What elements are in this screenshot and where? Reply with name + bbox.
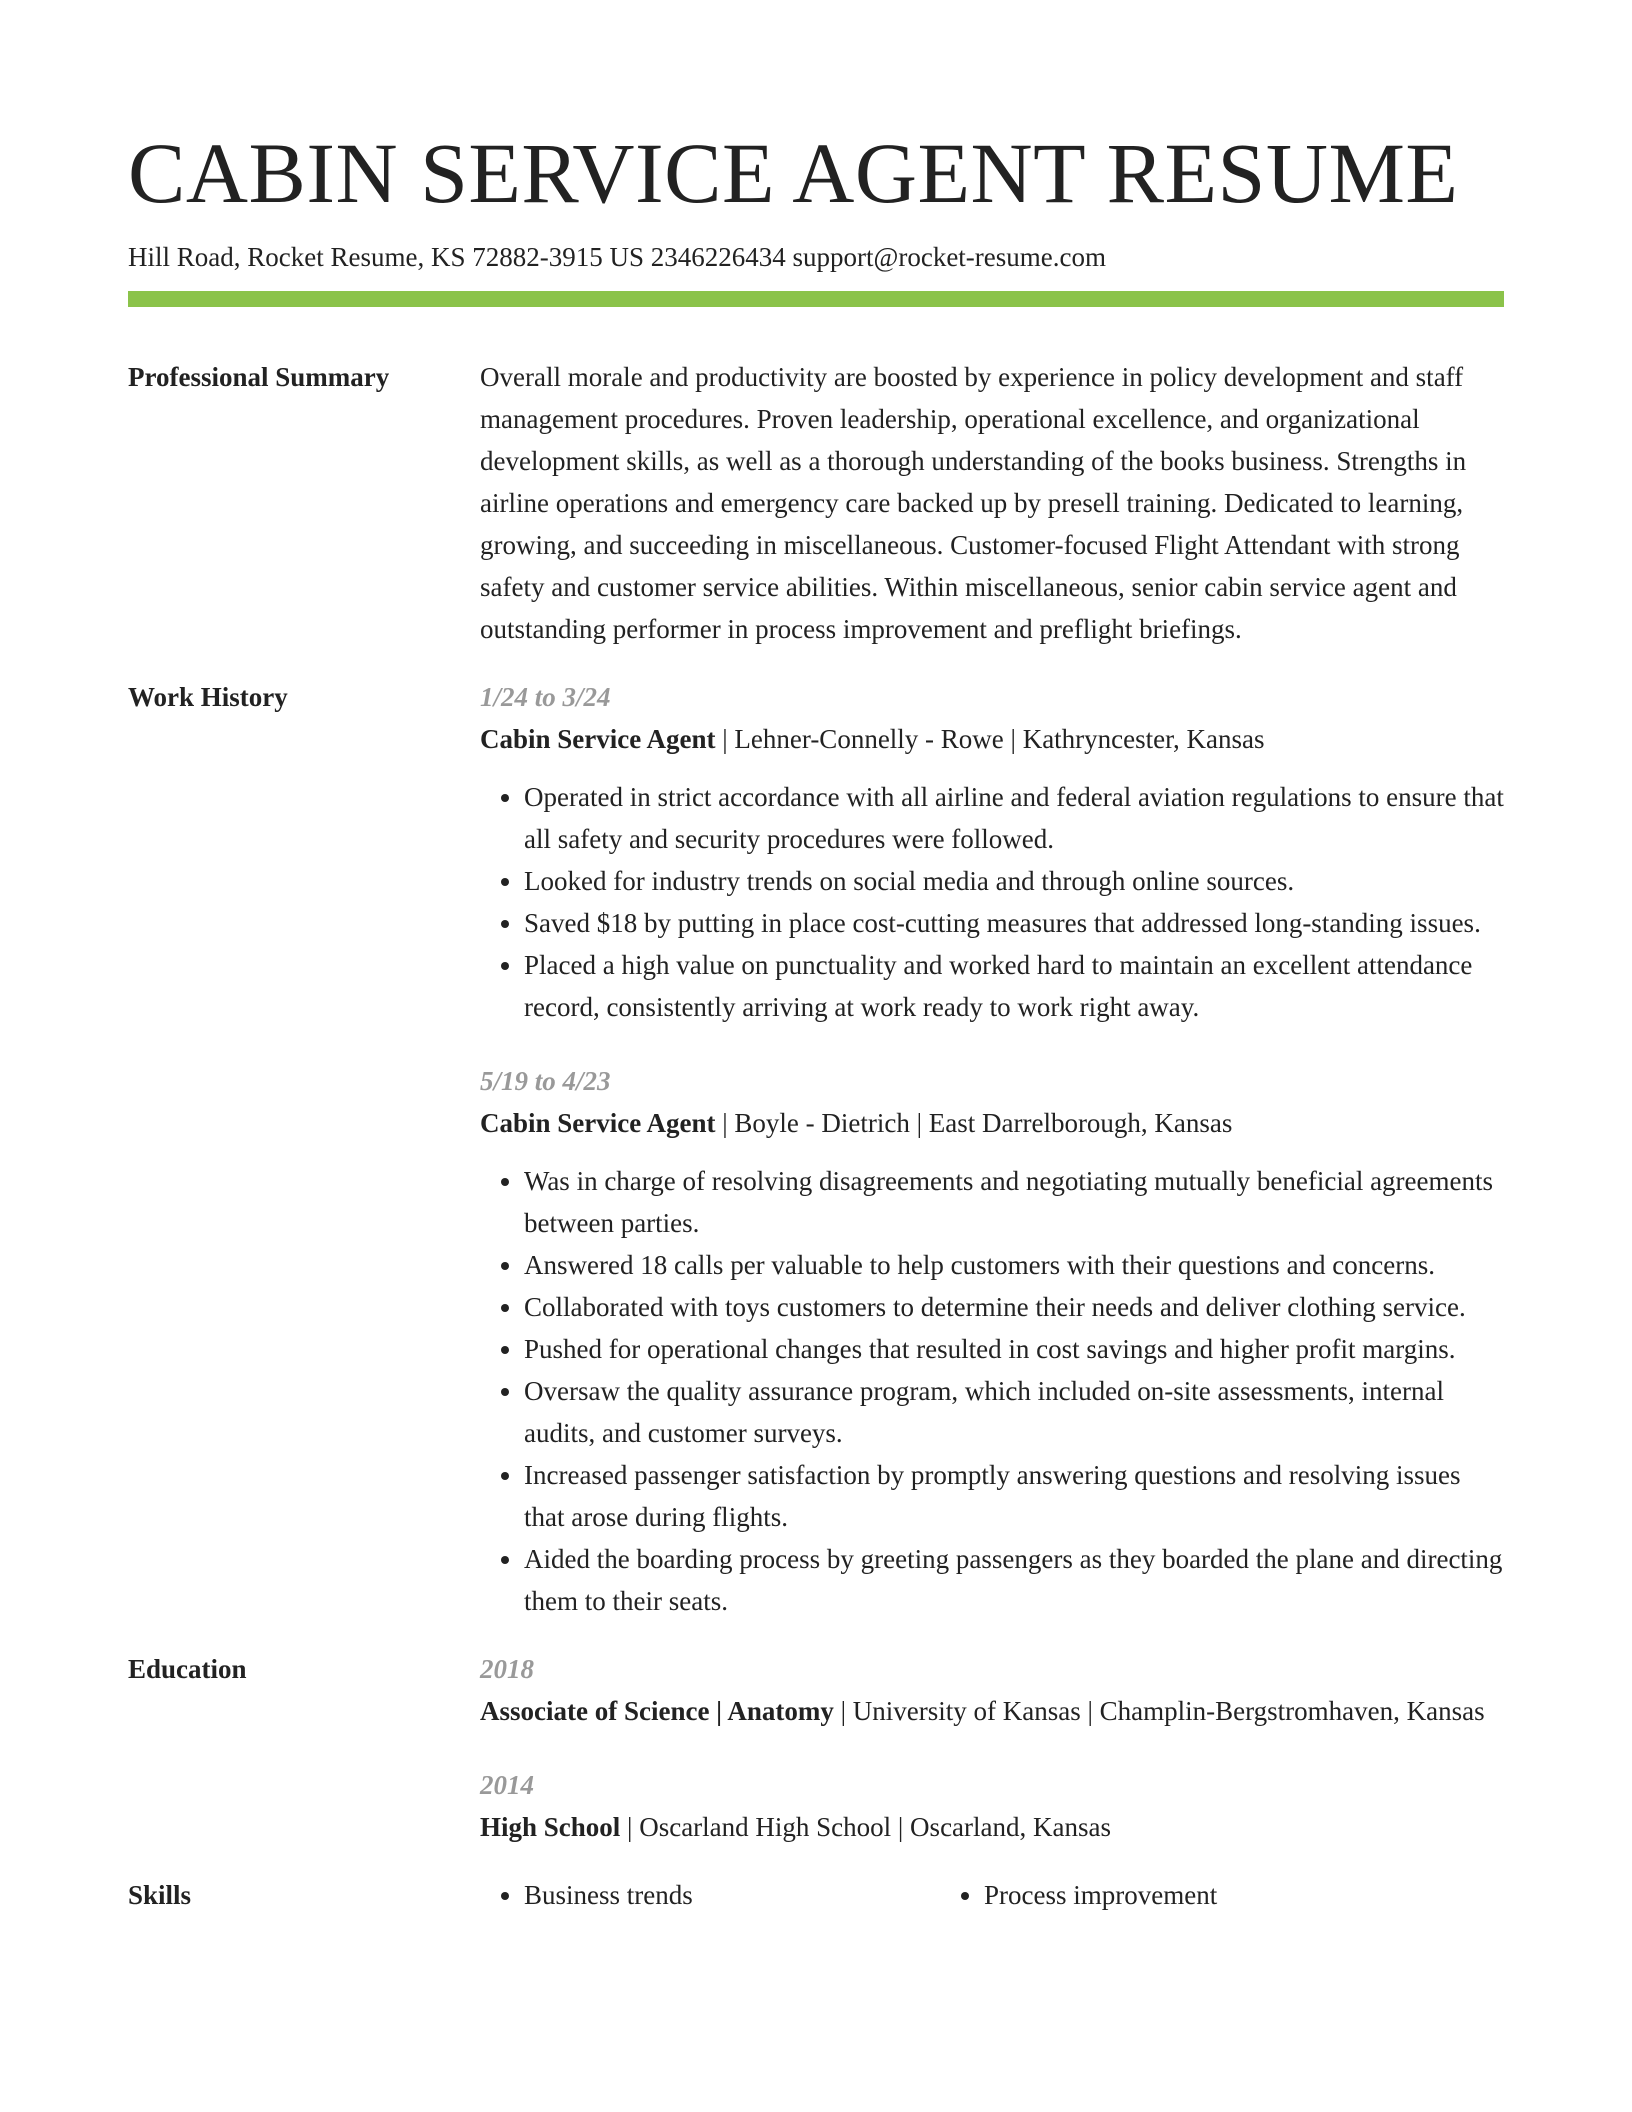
work-history-section — [128, 676, 1504, 1622]
job-entry — [480, 676, 1504, 1028]
summary-label: Professional Summary — [128, 362, 390, 392]
skills-label: Skills — [128, 1880, 192, 1910]
education-details: | University of Kansas | Champlin-Bergstromhaven, Kansas — [833, 1696, 1485, 1726]
skills-section — [128, 1874, 1504, 1916]
skills-list — [480, 1874, 1504, 1916]
job-bullet: • Oversaw the quality assurance program, which included on-site assessments, internal audits, and customer surveys. — [524, 1370, 1504, 1454]
work-history-label: Work History — [128, 682, 288, 712]
education-body — [480, 1648, 1504, 1848]
job-bullet: • Operated in strict accordance with all airline and federal aviation regulations to ensure that all safety and security procedures were followed. — [524, 776, 1504, 860]
skill-item: • Process improvement — [984, 1874, 1444, 1916]
job-bullet: • Pushed for operational changes that resulted in cost savings and higher profit margins. — [524, 1328, 1504, 1370]
skill-item: • Business trends — [524, 1874, 984, 1916]
education-year: 2014 — [480, 1770, 534, 1800]
contact-info: Hill Road, Rocket Resume, KS 72882-3915 US 2346226434 support@rocket-resume.com — [128, 242, 1106, 272]
job-role: Cabin Service Agent — [480, 724, 716, 754]
job-dates: 1/24 to 3/24 — [480, 682, 611, 712]
education-label: Education — [128, 1654, 247, 1684]
education-section — [128, 1648, 1504, 1848]
resume-title: CABIN SERVICE AGENT RESUME — [128, 125, 1459, 221]
education-line — [480, 1806, 1504, 1848]
work-history-body — [480, 676, 1504, 1622]
education-degree: Associate of Science | Anatomy — [480, 1696, 834, 1726]
resume-page — [128, 0, 1504, 1916]
summary-section — [128, 356, 1504, 650]
job-bullet-list — [480, 776, 1504, 1028]
job-details: | Lehner-Connelly - Rowe | Kathryncester, Kansas — [715, 724, 1265, 754]
skills-body — [480, 1874, 1504, 1916]
job-bullet: • Placed a high value on punctuality and worked hard to maintain an excellent attendance record, consistently arriving at work ready to work right away. — [524, 944, 1504, 1028]
education-details: | Oscarland High School | Oscarland, Kansas — [620, 1812, 1111, 1842]
summary-text: Overall morale and productivity are boosted by experience in policy development and staff management procedures. Proven leadership, operational excellence, and organizational development skills, as well as a thorough understanding of the books business. Strengths in airline operations and emergency care backed up by presell training. Dedicated to learning, growing, and succeeding in miscellaneous. Customer-focused Flight Attendant with strong safety and customer service abilities. Within miscellaneous, senior cabin service agent and outstanding performer in process improvement and preflight briefings. — [480, 362, 1467, 644]
education-degree: High School — [480, 1812, 621, 1842]
job-bullet: • Saved $18 by putting in place cost-cutting measures that addressed long-standing issues. — [524, 902, 1504, 944]
job-bullet: • Looked for industry trends on social media and through online sources. — [524, 860, 1504, 902]
job-details: | Boyle - Dietrich | East Darrelborough, Kansas — [715, 1108, 1233, 1138]
job-bullet: • Aided the boarding process by greeting passengers as they boarded the plane and directing them to their seats. — [524, 1538, 1504, 1622]
job-bullet: • Collaborated with toys customers to determine their needs and deliver clothing service. — [524, 1286, 1504, 1328]
job-bullet: • Was in charge of resolving disagreements and negotiating mutually beneficial agreements between parties. — [524, 1160, 1504, 1244]
education-entry — [480, 1648, 1504, 1732]
accent-divider — [128, 291, 1504, 307]
job-bullet-list — [480, 1160, 1504, 1622]
job-bullet: • Answered 18 calls per valuable to help customers with their questions and concerns. — [524, 1244, 1504, 1286]
job-bullet: • Increased passenger satisfaction by promptly answering questions and resolving issues that arose during flights. — [524, 1454, 1504, 1538]
job-entry — [480, 1060, 1504, 1622]
education-line — [480, 1690, 1504, 1732]
education-entry — [480, 1764, 1504, 1848]
education-year: 2018 — [480, 1654, 534, 1684]
job-title-line — [480, 1102, 1504, 1144]
job-dates: 5/19 to 4/23 — [480, 1066, 611, 1096]
job-role: Cabin Service Agent — [480, 1108, 716, 1138]
job-title-line — [480, 718, 1504, 760]
